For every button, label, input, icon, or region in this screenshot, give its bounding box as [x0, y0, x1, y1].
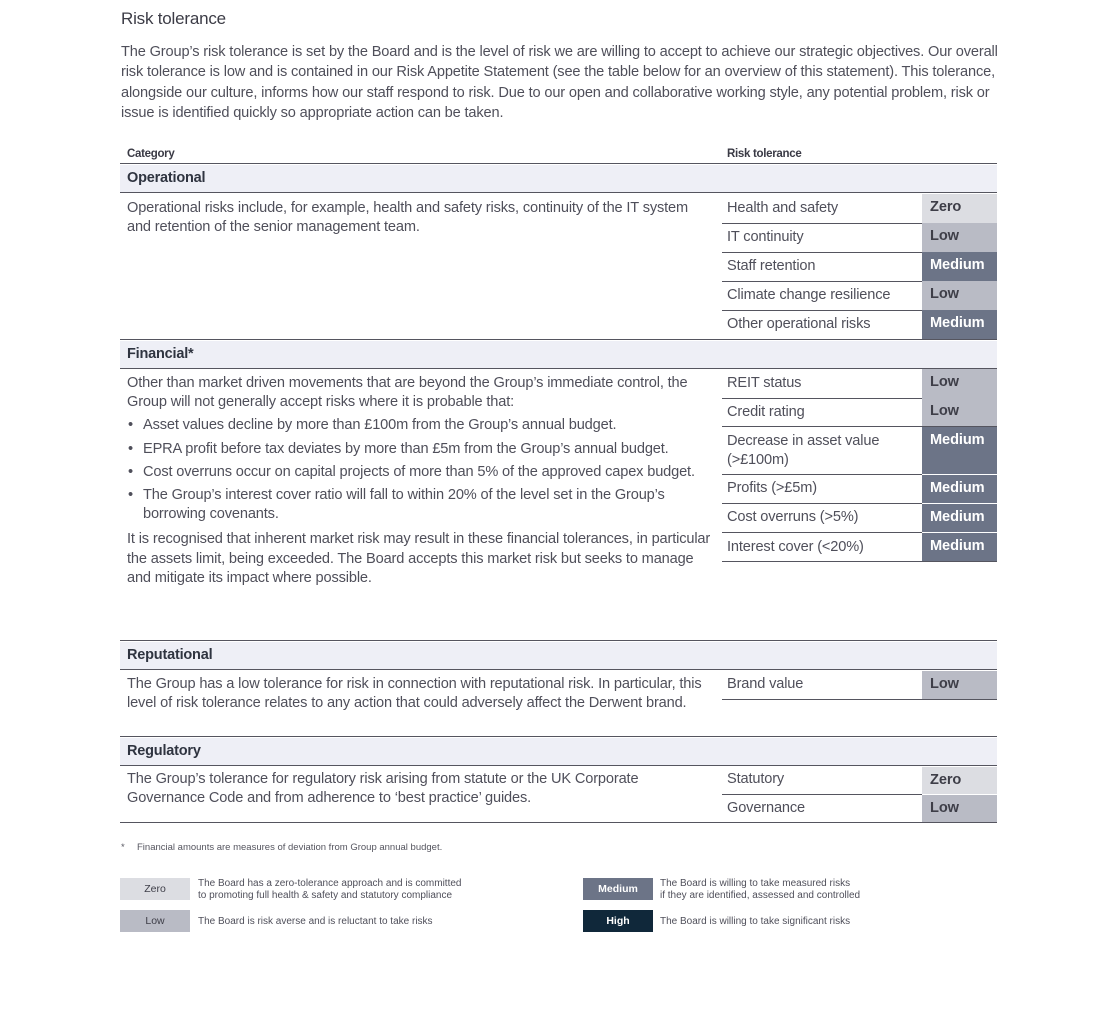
section-rule — [120, 736, 997, 737]
section-rule — [120, 640, 997, 641]
header-risk-tolerance: Risk tolerance — [727, 148, 802, 160]
item-label-reit-status: REIT status — [727, 375, 802, 391]
section-title-regulatory: Regulatory — [127, 743, 201, 759]
row-divider — [722, 699, 997, 700]
financial-bullets — [127, 416, 712, 524]
tolerance-badge-medium: Medium — [922, 252, 997, 281]
section-band-operational — [120, 165, 997, 192]
tolerance-badge-low: Low — [922, 671, 997, 699]
tolerance-badge-zero: Zero — [922, 194, 997, 223]
tolerance-badge-low: Low — [922, 398, 997, 427]
section-rule — [120, 368, 997, 369]
item-label-cost-overruns: Cost overruns (>5%) — [727, 509, 859, 525]
legend-line: The Board is willing to take measured risks — [660, 878, 851, 889]
legend-line: to promoting full health & safety and statutory compliance — [198, 889, 453, 901]
section-rule — [120, 192, 997, 193]
item-label-decrease-in-asset-value: Decrease in asset value (>£100m) — [727, 433, 880, 468]
header-rule — [120, 163, 997, 164]
row-divider — [722, 310, 922, 311]
table-bottom-rule — [120, 822, 997, 823]
legend-text-medium — [660, 878, 860, 901]
row-divider — [722, 561, 997, 562]
financial-note: It is recognised that inherent market risk may result in these financial tolerances, in particular the assets limit, being exceeded. The Board accepts this market risk but seeks to manage and mitigate its impact where possible. — [127, 531, 711, 586]
tolerance-badge-medium: Medium — [922, 427, 997, 474]
item-label-credit-rating: Credit rating — [727, 404, 805, 420]
legend-swatch-medium: Medium — [583, 878, 653, 900]
tolerance-badge-low: Low — [922, 281, 997, 310]
bullet-item: • Asset values decline by more than £100m from the Group’s annual budget. — [127, 416, 712, 435]
item-label-staff-retention: Staff retention — [727, 258, 816, 274]
item-label-climate-change-resilience: Climate change resilience — [727, 287, 891, 303]
section-band-reputational — [120, 642, 997, 669]
legend-swatch-zero: Zero — [120, 878, 190, 900]
regulatory-description: The Group’s tolerance for regulatory risk arising from statute or the UK Corporate Governance Code and from adherence to ‘best practice’ guides. — [127, 771, 639, 807]
item-label-other-operational-risks: Other operational risks — [727, 316, 871, 332]
bullet-item: • Cost overruns occur on capital projects of more than 5% of the approved capex budget. — [127, 463, 712, 482]
operational-description: Operational risks include, for example, health and safety risks, continuity of the IT system and retention of the senior management team. — [127, 200, 689, 236]
tolerance-badge-medium: Medium — [922, 310, 997, 339]
item-label-governance: Governance — [727, 800, 806, 816]
item-label-statutory: Statutory — [727, 771, 785, 787]
item-label-interest-cover: Interest cover (<20%) — [727, 539, 864, 555]
tolerance-badge-medium: Medium — [922, 533, 997, 561]
row-divider — [722, 503, 922, 504]
row-divider — [722, 398, 922, 399]
legend-swatch-low: Low — [120, 910, 190, 932]
legend-line: The Board is willing to take significant risks — [660, 916, 851, 927]
row-divider — [722, 794, 922, 795]
intro-paragraph: The Group’s risk tolerance is set by the Board and is the level of risk we are willing to accept to achieve our strategic objectives. Our overall risk tolerance is low and is contained in our Risk Appetite Statement (see the table below for an overview of this statement). This tolerance, alongside our culture, informs how our staff respond to risk. Due to our open and collaborative working style, any potential problem, risk or issue is identified quickly so appropriate action can be taken. — [121, 44, 998, 122]
tolerance-badge-low: Low — [922, 223, 997, 252]
legend-swatch-high: High — [583, 910, 653, 932]
row-divider — [722, 474, 922, 475]
legend-line: The Board has a zero-tolerance approach and is committed — [198, 878, 462, 889]
bullet-item: • The Group’s interest cover ratio will fall to within 20% of the level set in the Group’s borrowing covenants. — [127, 486, 712, 524]
section-title-reputational: Reputational — [127, 647, 213, 663]
financial-description — [127, 374, 712, 588]
footnote — [121, 842, 442, 853]
legend-text-high — [660, 916, 850, 928]
row-divider — [722, 223, 922, 224]
item-label-brand-value: Brand value — [727, 676, 804, 692]
financial-intro: Other than market driven movements that are beyond the Group’s immediate control, the Group will not generally accept risks where it is probable that: — [127, 375, 688, 411]
footnote-text: Financial amounts are measures of deviation from Group annual budget. — [137, 842, 443, 853]
legend-line: if they are identified, assessed and controlled — [660, 889, 861, 901]
section-rule — [120, 669, 997, 670]
tolerance-badge-low: Low — [922, 795, 997, 822]
legend-text-low — [198, 916, 433, 928]
item-label-profits: Profits (>£5m) — [727, 480, 817, 496]
row-divider — [722, 252, 922, 253]
section-rule — [120, 339, 997, 340]
legend-text-zero — [198, 878, 461, 901]
footnote-mark: * — [121, 842, 125, 853]
tolerance-badge-medium: Medium — [922, 475, 997, 503]
header-category: Category — [127, 148, 175, 160]
page-title: Risk tolerance — [121, 9, 226, 28]
row-divider — [722, 532, 922, 533]
bullet-item: • EPRA profit before tax deviates by more than £5m from the Group’s annual budget. — [127, 440, 712, 459]
reputational-description: The Group has a low tolerance for risk in connection with reputational risk. In particular, this level of risk tolerance relates to any action that could adversely affect the Derwent brand. — [127, 676, 702, 712]
section-title-financial: Financial* — [127, 346, 194, 362]
legend-line: The Board is risk averse and is reluctant to take risks — [198, 916, 433, 927]
item-label-health-and-safety: Health and safety — [727, 200, 839, 216]
tolerance-badge-low: Low — [922, 369, 997, 398]
tolerance-badge-zero: Zero — [922, 767, 997, 794]
tolerance-badge-medium: Medium — [922, 504, 997, 532]
row-divider — [722, 281, 922, 282]
section-band-financial — [120, 341, 997, 368]
section-title-operational: Operational — [127, 170, 206, 186]
item-label-it-continuity: IT continuity — [727, 229, 804, 245]
section-rule — [120, 765, 997, 766]
section-band-regulatory — [120, 738, 997, 765]
